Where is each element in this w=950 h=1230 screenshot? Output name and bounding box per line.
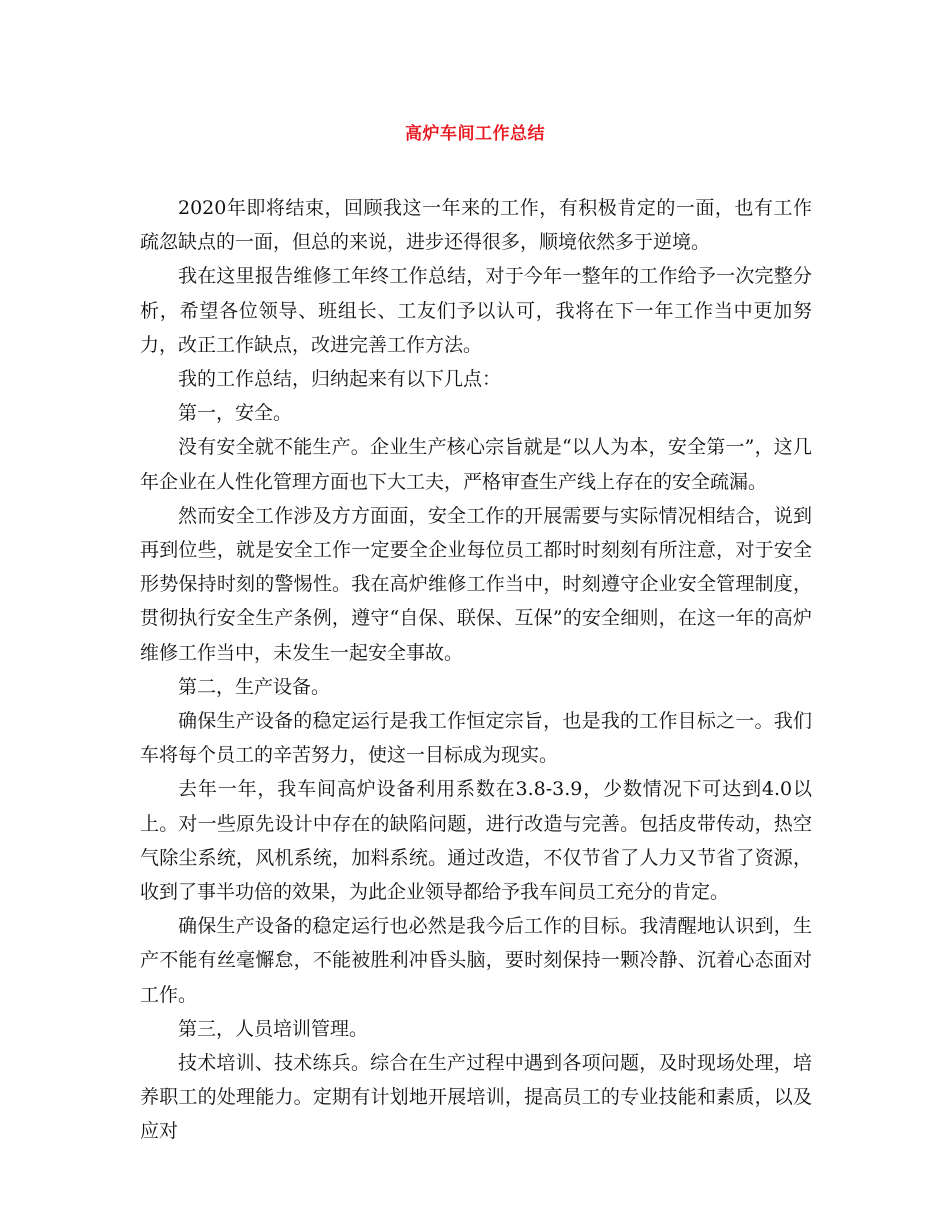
paragraph-equipment-3: 确保生产设备的稳定运行也必然是我今后工作的目标。我清醒地认识到，生产不能有丝毫懈怠，不能被胜利冲昏头脑，要时刻保持一颗冷静、沉着心态面对工作。	[140, 915, 812, 1006]
paragraph-equipment-2: 去年一年，我车间高炉设备利用系数在3.8-3.9，少数情况下可达到4.0以上。对一些原先设计中存在的缺陷问题，进行改造与完善。包括皮带传动，热空气除尘系统，风机系统，加料系统。通过改造，不仅节省了人力又节省了资源，收到了事半功倍的效果，为此企业领导都给予我车间员工充分的肯定。	[140, 778, 812, 904]
section-heading-safety: 第一，安全。	[178, 402, 293, 425]
paragraph-intro: 2020年即将结束，回顾我这一年来的工作，有积极肯定的一面，也有工作疏忽缺点的一面，但总的来说，进步还得很多，顺境依然多于逆境。	[140, 197, 812, 254]
section-heading-equipment: 第二，生产设备。	[178, 675, 331, 698]
paragraph-summary-lead: 我的工作总结，归纳起来有以下几点：	[178, 368, 502, 391]
paragraph-report: 我在这里报告维修工年终工作总结，对于今年一整年的工作给予一次完整分析，希望各位领导、班组长、工友们予以认可，我将在下一年工作当中更加努力，改正工作缺点，改进完善工作方法。	[140, 265, 812, 356]
paragraph-training-1: 技术培训、技术练兵。综合在生产过程中遇到各项问题，及时现场处理，培养职工的处理能力。定期有计划地开展培训，提高员工的专业技能和素质，以及应对	[140, 1052, 812, 1143]
document-body	[140, 191, 812, 1149]
paragraph-safety-2: 然而安全工作涉及方方面面，安全工作的开展需要与实际情况相结合，说到再到位些，就是安全工作一定要全企业每位员工都时时刻刻有所注意，对于安全形势保持时刻的警惕性。我在高炉维修工作当中，时刻遵守企业安全管理制度，贯彻执行安全生产条例，遵守“自保、联保、互保”的安全细则，在这一年的高炉维修工作当中，未发生一起安全事故。	[140, 504, 812, 664]
section-heading-training: 第三，人员培训管理。	[178, 1017, 369, 1040]
paragraph-equipment-1: 确保生产设备的稳定运行是我工作恒定宗旨，也是我的工作目标之一。我们车将每个员工的辛苦努力，使这一目标成为现实。	[140, 710, 812, 767]
document-title: 高炉车间工作总结	[405, 124, 545, 144]
paragraph-safety-1: 没有安全就不能生产。企业生产核心宗旨就是“以人为本，安全第一”，这几年企业在人性化管理方面也下大工夫，严格审查生产线上存在的安全疏漏。	[140, 436, 812, 493]
